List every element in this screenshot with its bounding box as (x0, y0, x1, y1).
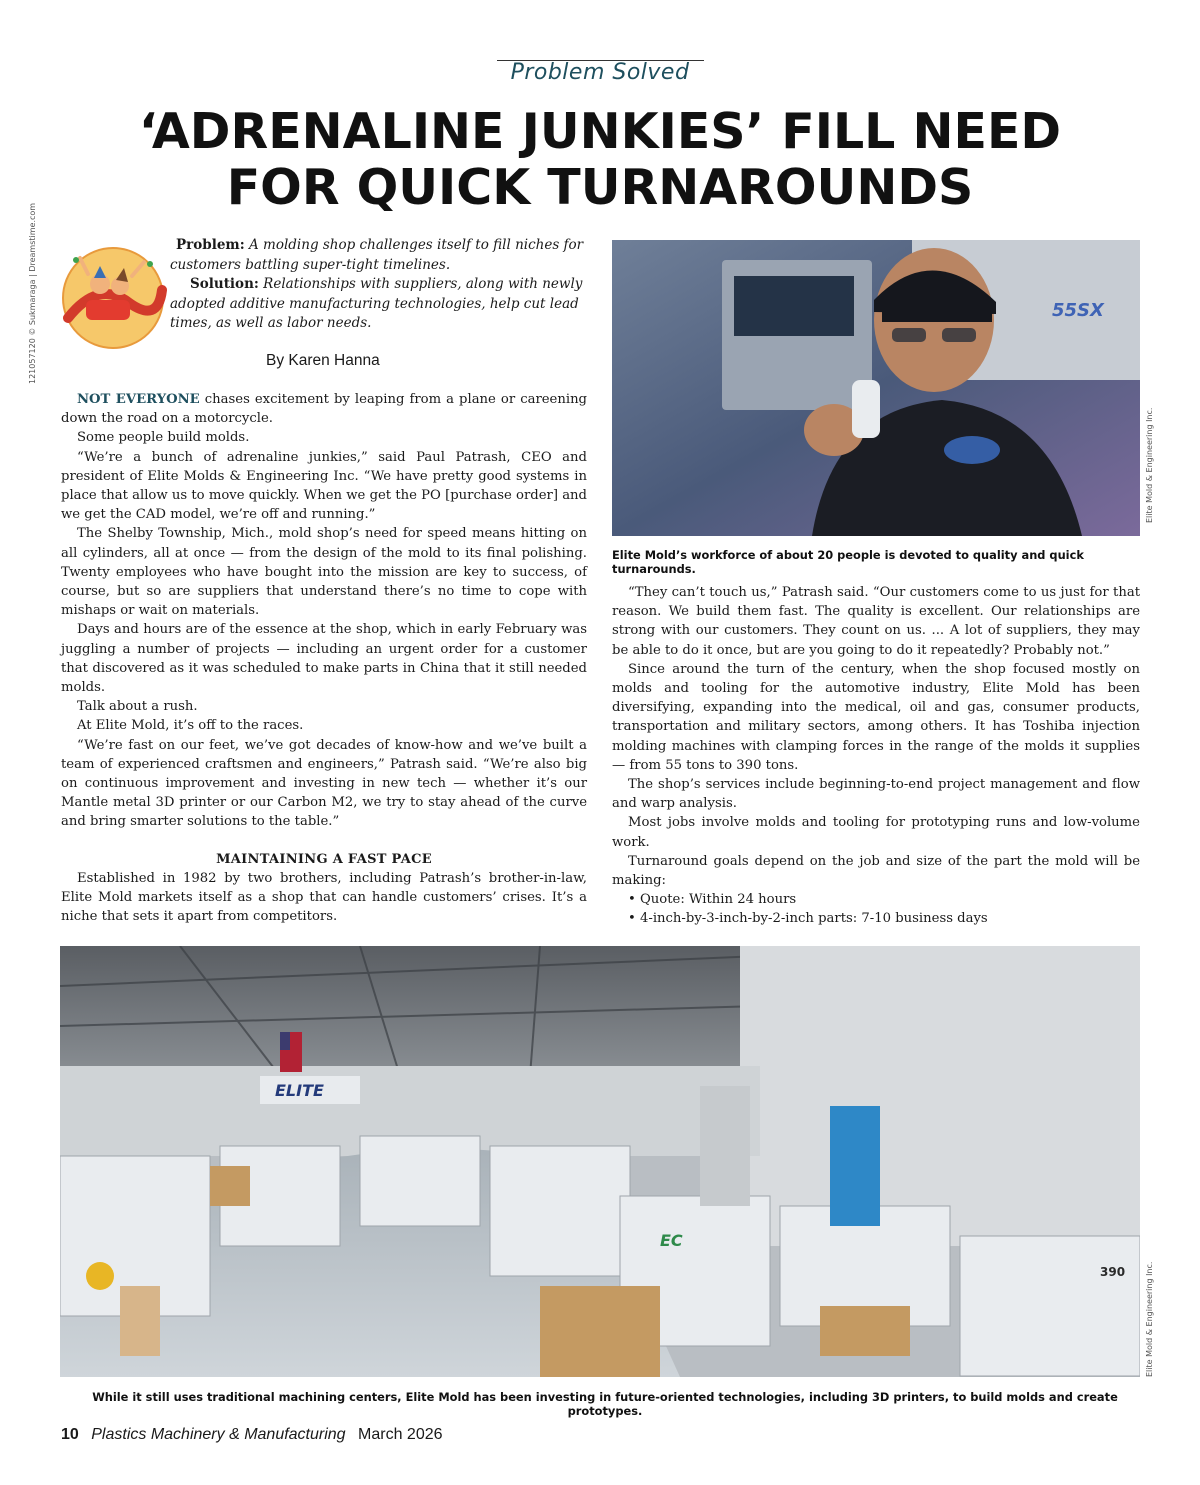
machine-label-390: 390 (1100, 1265, 1126, 1279)
paragraph: Most jobs involve molds and tooling for prototyping runs and low-volume work. (612, 815, 1140, 850)
problem-text: A molding shop challenges itself to fill niches for customers battling super-tight timelines. (170, 237, 584, 273)
paragraph: “We’re fast on our feet, we’ve got decades of know-how and we’ve built a team of experienced craftsmen and engineers,” Patrash said. “We’re also big on continuous improvement and investing in new tech — whether it’s our Mantle metal 3D printer or our Carbon M2, we try to stay ahead of the curve and bring smarter solutions to the table.” (61, 737, 587, 830)
illustration-credit: 121057120 © Sukmaraga | Dreamstime.com (28, 202, 37, 384)
paragraph: At Elite Mold, it’s off to the races. (77, 718, 304, 734)
headline-line-1: ‘ADRENALINE JUNKIES’ FILL NEED (138, 103, 1062, 160)
paragraph: Some people build molds. (77, 430, 250, 446)
paragraph: Talk about a rush. (77, 699, 198, 715)
solution-label: Solution: (190, 276, 259, 292)
page-number: 10 (61, 1426, 79, 1443)
paragraph: The shop’s services include beginning-to-end project management and flow and warp analysis. (612, 777, 1140, 812)
section-label: Problem Solved (510, 60, 690, 85)
article-column-left (61, 390, 587, 926)
list-item: • Quote: Within 24 hours (628, 890, 1140, 909)
lead-in: NOT EVERYONE (77, 392, 200, 407)
paragraph: Turnaround goals depend on the job and size of the part the mold will be making: (612, 853, 1140, 889)
machine-label-ec: EC (660, 1231, 683, 1250)
headline (100, 104, 1100, 216)
article-column-right (612, 583, 1140, 929)
list-item: • 4-inch-by-3-inch-by-2-inch parts: 7-10 business days (628, 909, 1140, 928)
turnaround-list (612, 890, 1140, 928)
byline: By Karen Hanna (266, 352, 380, 369)
shop-sign: ELITE (275, 1081, 324, 1100)
paragraph: “They can’t touch us,” Patrash said. “Our customers come to us just for that reason. We build them fast. The quality is excellent. Our relationships are strong with our customers. They count on us. ... A lot of suppliers, they may be able to do it once, but are you going to do it repeatedly? Probably not.” (612, 585, 1140, 658)
headline-line-2: FOR QUICK TURNAROUNDS (226, 159, 974, 216)
solution-text: Relationships with suppliers, along with newly adopted additive manufacturing technologies, help cut lead times, as well as labor needs. (170, 276, 583, 331)
issue-date: March 2026 (358, 1426, 443, 1443)
rollercoaster-illustration (58, 240, 168, 350)
problem-label: Problem: (176, 237, 245, 253)
paragraph: Since around the turn of the century, when the shop focused mostly on molds and tooling for the automotive industry, Elite Mold has been diversifying, expanding into the medical, oil and gas, consumer products, transportation and military sectors, among others. It has Toshiba injection molding machines with clamping forces in the range of the molds it supplies — from 55 tons to 390 tons. (612, 661, 1140, 773)
photo-worker-holding-part (612, 240, 1140, 536)
photo-caption-bottom: While it still uses traditional machining centers, Elite Mold has been investing in future-oriented technologies, including 3D printers, to build molds and create prototypes. (92, 1390, 1118, 1418)
photo-shop-floor (60, 946, 1140, 1377)
problem-solution-summary (170, 236, 590, 334)
page-footer (61, 1426, 443, 1444)
machine-badge: 55SX (1052, 300, 1104, 321)
photo-credit-bottom: Elite Mold & Engineering Inc. (1145, 1261, 1154, 1377)
paragraph: “We’re a bunch of adrenaline junkies,” said Paul Patrash, CEO and president of Elite Molds & Engineering Inc. “We have pretty good systems in place that allow us to move quickly. When we get the PO [purchase order] and we get the CAD model, we’re off and running.” (61, 449, 587, 523)
photo-credit-top: Elite Mold & Engineering Inc. (1145, 407, 1154, 523)
publication-name: Plastics Machinery & Manufacturing (91, 1426, 346, 1443)
paragraph: Days and hours are of the essence at the shop, which in early February was juggling a number of projects — including an urgent order for a customer that discovered as it was scheduled to make parts in China that it still needed molds. (61, 622, 587, 696)
photo-caption-top: Elite Mold’s workforce of about 20 people is devoted to quality and quick turnarounds. (612, 548, 1084, 576)
paragraph: The Shelby Township, Mich., mold shop’s need for speed means hitting on all cylinders, all at once — from the design of the mold to its final polishing. Twenty employees who have bought into the mission are key to success, of course, but so are suppliers that understand there’s no time to cope with mishaps or wait on materials. (61, 526, 587, 619)
paragraph: chases excitement by leaping from a plane or careening down the road on a motorcycle. (61, 392, 588, 427)
paragraph: Established in 1982 by two brothers, including Patrash’s brother-in-law, Elite Mold markets itself as a shop that can handle customers’ crises. It’s a niche that sets it apart from competitors. (61, 870, 587, 925)
subhead: MAINTAINING A FAST PACE (216, 851, 432, 867)
